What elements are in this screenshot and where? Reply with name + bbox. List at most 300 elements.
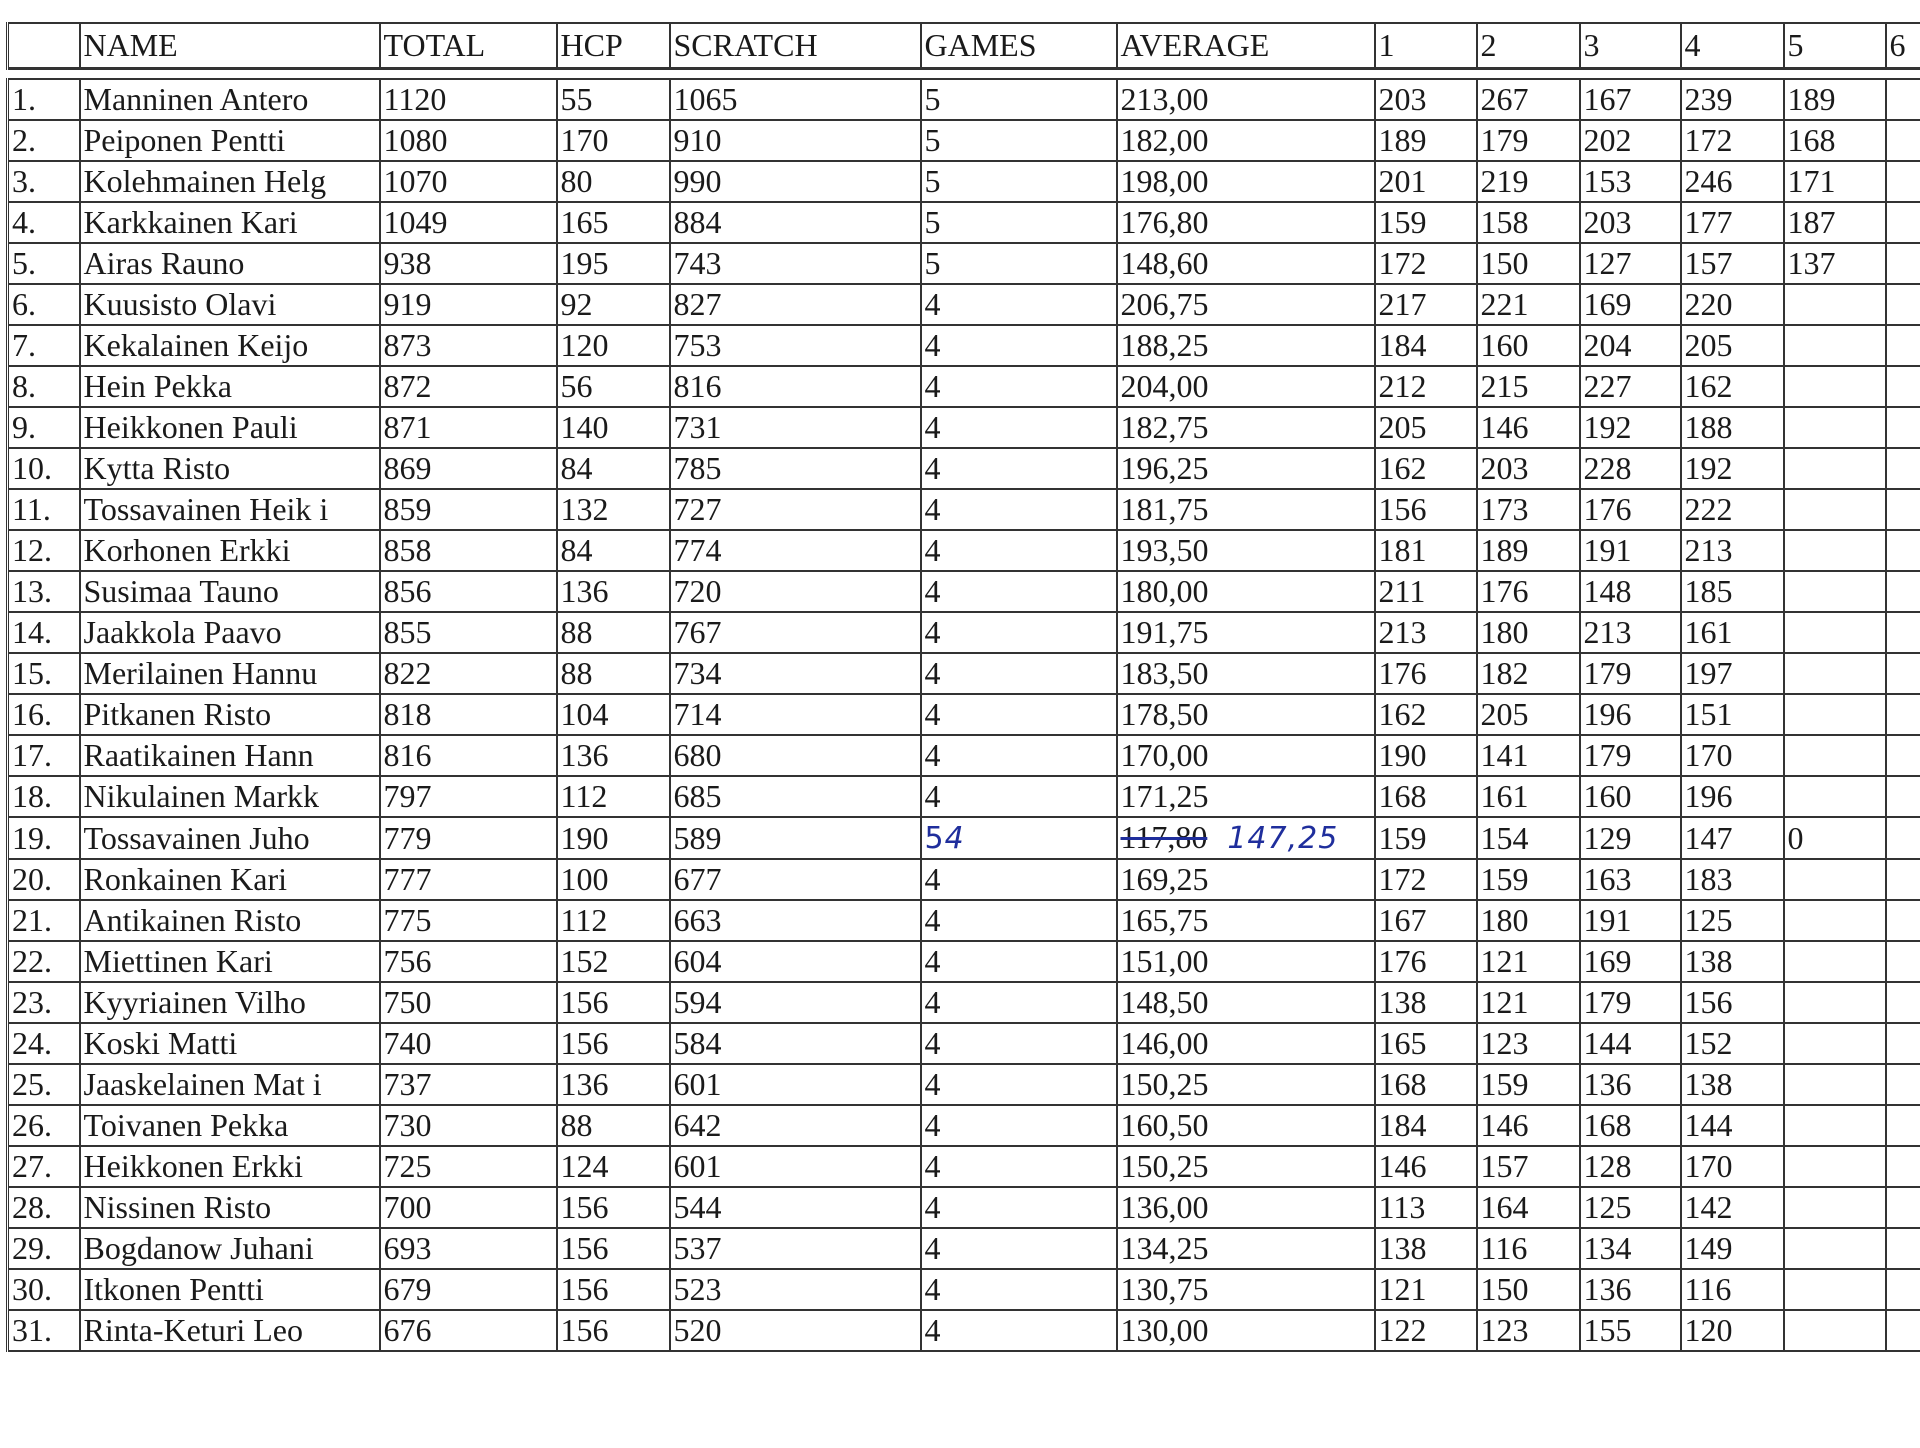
game-4-cell: 220: [1681, 284, 1784, 325]
table-row: [8, 1228, 1920, 1269]
total-cell: 1080: [380, 120, 557, 161]
hcp-cell: 112: [557, 776, 670, 817]
average-cell: 183,50: [1117, 653, 1375, 694]
game-5-cell: [1784, 489, 1886, 530]
name-cell: Susimaa Tauno: [80, 571, 380, 612]
scratch-cell: 685: [670, 776, 921, 817]
header-separator: [8, 69, 1920, 80]
average-cell: 182,75: [1117, 407, 1375, 448]
games-cell: 4: [921, 366, 1117, 407]
table-row: [8, 900, 1920, 941]
game-4-cell: 142: [1681, 1187, 1784, 1228]
total-cell: 856: [380, 571, 557, 612]
hcp-cell: 140: [557, 407, 670, 448]
table-row: [8, 202, 1920, 243]
average-cell: 180,00: [1117, 571, 1375, 612]
games-cell: 5: [921, 243, 1117, 284]
total-cell: 822: [380, 653, 557, 694]
total-cell: 938: [380, 243, 557, 284]
scratch-cell: 594: [670, 982, 921, 1023]
table-row: [8, 776, 1920, 817]
game-2-cell: 173: [1477, 489, 1580, 530]
results-table: [6, 22, 1920, 1352]
games-cell: 4: [921, 1310, 1117, 1351]
table-row: [8, 530, 1920, 571]
game-6-cell: [1886, 653, 1920, 694]
table-row: [8, 120, 1920, 161]
average-struck-value: 117,80: [1120, 819, 1208, 855]
average-cell: 213,00: [1117, 79, 1375, 120]
table-row: [8, 284, 1920, 325]
average-cell: [1117, 817, 1375, 859]
average-cell: 176,80: [1117, 202, 1375, 243]
rank-cell: 22.: [8, 941, 80, 982]
hcp-cell: 152: [557, 941, 670, 982]
total-cell: 858: [380, 530, 557, 571]
game-3-cell: 179: [1580, 982, 1681, 1023]
hcp-cell: 156: [557, 1228, 670, 1269]
header-rank: [8, 23, 80, 69]
table-row: [8, 612, 1920, 653]
table-row: [8, 817, 1920, 859]
game-6-cell: [1886, 366, 1920, 407]
game-3-cell: 163: [1580, 859, 1681, 900]
name-cell: Hein Pekka: [80, 366, 380, 407]
scratch-cell: 827: [670, 284, 921, 325]
game-5-cell: [1784, 1310, 1886, 1351]
rank-cell: 16.: [8, 694, 80, 735]
game-2-cell: 123: [1477, 1023, 1580, 1064]
scratch-cell: 734: [670, 653, 921, 694]
scratch-cell: 720: [670, 571, 921, 612]
game-1-cell: 159: [1375, 817, 1477, 859]
game-4-cell: 147: [1681, 817, 1784, 859]
game-1-cell: 138: [1375, 1228, 1477, 1269]
game-1-cell: 190: [1375, 735, 1477, 776]
game-2-cell: 215: [1477, 366, 1580, 407]
game-1-cell: 159: [1375, 202, 1477, 243]
rank-cell: 14.: [8, 612, 80, 653]
game-3-cell: 191: [1580, 900, 1681, 941]
game-2-cell: 182: [1477, 653, 1580, 694]
game-1-cell: 213: [1375, 612, 1477, 653]
game-4-cell: 157: [1681, 243, 1784, 284]
game-3-cell: 213: [1580, 612, 1681, 653]
game-1-cell: 168: [1375, 1064, 1477, 1105]
average-cell: 196,25: [1117, 448, 1375, 489]
games-cell: 4: [921, 1228, 1117, 1269]
total-cell: 730: [380, 1105, 557, 1146]
average-cell: 191,75: [1117, 612, 1375, 653]
game-3-cell: 134: [1580, 1228, 1681, 1269]
game-1-cell: 181: [1375, 530, 1477, 571]
table-row: [8, 859, 1920, 900]
scratch-cell: 604: [670, 941, 921, 982]
game-3-cell: 148: [1580, 571, 1681, 612]
games-cell: 4: [921, 1187, 1117, 1228]
table-row: [8, 325, 1920, 366]
game-5-cell: 0: [1784, 817, 1886, 859]
name-cell: Antikainen Risto: [80, 900, 380, 941]
game-4-cell: 185: [1681, 571, 1784, 612]
average-cell: 150,25: [1117, 1064, 1375, 1105]
game-4-cell: 138: [1681, 1064, 1784, 1105]
total-cell: 693: [380, 1228, 557, 1269]
game-5-cell: [1784, 366, 1886, 407]
game-5-cell: [1784, 571, 1886, 612]
games-cell: 5: [921, 161, 1117, 202]
rank-cell: 18.: [8, 776, 80, 817]
game-5-cell: [1784, 1023, 1886, 1064]
game-4-cell: 162: [1681, 366, 1784, 407]
table-row: [8, 366, 1920, 407]
scratch-cell: 642: [670, 1105, 921, 1146]
rank-cell: 24.: [8, 1023, 80, 1064]
game-5-cell: 171: [1784, 161, 1886, 202]
game-3-cell: 196: [1580, 694, 1681, 735]
average-correction: [1121, 818, 1374, 858]
game-2-cell: 189: [1477, 530, 1580, 571]
game-4-cell: 172: [1681, 120, 1784, 161]
game-6-cell: [1886, 694, 1920, 735]
game-6-cell: [1886, 120, 1920, 161]
total-cell: 676: [380, 1310, 557, 1351]
game-6-cell: [1886, 859, 1920, 900]
rank-cell: 5.: [8, 243, 80, 284]
game-5-cell: [1784, 612, 1886, 653]
games-cell: 4: [921, 407, 1117, 448]
game-1-cell: 172: [1375, 859, 1477, 900]
table-row: [8, 735, 1920, 776]
rank-cell: 9.: [8, 407, 80, 448]
table-row: [8, 407, 1920, 448]
scratch-cell: 785: [670, 448, 921, 489]
game-3-cell: 179: [1580, 735, 1681, 776]
game-5-cell: [1784, 1187, 1886, 1228]
total-cell: 700: [380, 1187, 557, 1228]
game-3-cell: 169: [1580, 284, 1681, 325]
game-1-cell: 176: [1375, 941, 1477, 982]
game-2-cell: 176: [1477, 571, 1580, 612]
game-1-cell: 211: [1375, 571, 1477, 612]
game-6-cell: [1886, 776, 1920, 817]
game-1-cell: 217: [1375, 284, 1477, 325]
hcp-cell: 120: [557, 325, 670, 366]
scratch-cell: 884: [670, 202, 921, 243]
rank-cell: 7.: [8, 325, 80, 366]
game-2-cell: 121: [1477, 941, 1580, 982]
name-cell: Nissinen Risto: [80, 1187, 380, 1228]
header-game-4: 4: [1681, 23, 1784, 69]
game-4-cell: 161: [1681, 612, 1784, 653]
games-cell: 4: [921, 612, 1117, 653]
games-cell: 4: [921, 1146, 1117, 1187]
game-4-cell: 120: [1681, 1310, 1784, 1351]
game-6-cell: [1886, 448, 1920, 489]
game-6-cell: [1886, 407, 1920, 448]
game-5-cell: 187: [1784, 202, 1886, 243]
hcp-cell: 156: [557, 1310, 670, 1351]
scratch-cell: 520: [670, 1310, 921, 1351]
games-cell: 5: [921, 120, 1117, 161]
game-5-cell: [1784, 900, 1886, 941]
games-cell: 4: [921, 735, 1117, 776]
average-cell: 182,00: [1117, 120, 1375, 161]
game-1-cell: 165: [1375, 1023, 1477, 1064]
total-cell: 777: [380, 859, 557, 900]
name-cell: Heikkonen Erkki: [80, 1146, 380, 1187]
total-cell: 818: [380, 694, 557, 735]
games-cell: 4: [921, 941, 1117, 982]
game-4-cell: 152: [1681, 1023, 1784, 1064]
average-cell: 130,00: [1117, 1310, 1375, 1351]
total-cell: 1049: [380, 202, 557, 243]
scratch-cell: 677: [670, 859, 921, 900]
table-row: [8, 982, 1920, 1023]
total-cell: 869: [380, 448, 557, 489]
name-cell: Pitkanen Risto: [80, 694, 380, 735]
scratch-cell: 910: [670, 120, 921, 161]
games-cell: 4: [921, 653, 1117, 694]
total-cell: 1120: [380, 79, 557, 120]
game-4-cell: 125: [1681, 900, 1784, 941]
average-cell: 130,75: [1117, 1269, 1375, 1310]
name-cell: Toivanen Pekka: [80, 1105, 380, 1146]
total-cell: 871: [380, 407, 557, 448]
table-row: [8, 941, 1920, 982]
game-6-cell: [1886, 571, 1920, 612]
name-cell: Tossavainen Juho: [80, 817, 380, 859]
name-cell: Rinta-Keturi Leo: [80, 1310, 380, 1351]
table-row: [8, 1064, 1920, 1105]
scratch-cell: 743: [670, 243, 921, 284]
table-row: [8, 571, 1920, 612]
table-row: [8, 653, 1920, 694]
scratch-cell: 990: [670, 161, 921, 202]
game-6-cell: [1886, 530, 1920, 571]
average-cell: 160,50: [1117, 1105, 1375, 1146]
game-6-cell: [1886, 284, 1920, 325]
game-1-cell: 212: [1375, 366, 1477, 407]
game-1-cell: 168: [1375, 776, 1477, 817]
game-4-cell: 197: [1681, 653, 1784, 694]
hcp-cell: 156: [557, 1187, 670, 1228]
rank-cell: 8.: [8, 366, 80, 407]
game-6-cell: [1886, 1146, 1920, 1187]
name-cell: Kyyriainen Vilho: [80, 982, 380, 1023]
total-cell: 750: [380, 982, 557, 1023]
game-2-cell: 179: [1477, 120, 1580, 161]
header-row: [8, 23, 1920, 69]
games-cell: 4: [921, 1064, 1117, 1105]
game-5-cell: [1784, 1105, 1886, 1146]
game-6-cell: [1886, 79, 1920, 120]
game-5-cell: [1784, 448, 1886, 489]
game-4-cell: 192: [1681, 448, 1784, 489]
game-3-cell: 179: [1580, 653, 1681, 694]
name-cell: Miettinen Kari: [80, 941, 380, 982]
name-cell: Itkonen Pentti: [80, 1269, 380, 1310]
game-3-cell: 169: [1580, 941, 1681, 982]
game-5-cell: [1784, 284, 1886, 325]
game-1-cell: 146: [1375, 1146, 1477, 1187]
game-4-cell: 246: [1681, 161, 1784, 202]
game-3-cell: 202: [1580, 120, 1681, 161]
game-2-cell: 141: [1477, 735, 1580, 776]
rank-cell: 3.: [8, 161, 80, 202]
game-4-cell: 196: [1681, 776, 1784, 817]
hcp-cell: 92: [557, 284, 670, 325]
scratch-cell: 544: [670, 1187, 921, 1228]
game-3-cell: 136: [1580, 1269, 1681, 1310]
game-3-cell: 128: [1580, 1146, 1681, 1187]
rank-cell: 19.: [8, 817, 80, 859]
game-1-cell: 156: [1375, 489, 1477, 530]
scratch-cell: 537: [670, 1228, 921, 1269]
average-cell: 178,50: [1117, 694, 1375, 735]
game-4-cell: 213: [1681, 530, 1784, 571]
game-6-cell: [1886, 1105, 1920, 1146]
games-cell: 4: [921, 325, 1117, 366]
total-cell: 872: [380, 366, 557, 407]
games-cell: 5: [921, 79, 1117, 120]
game-3-cell: 168: [1580, 1105, 1681, 1146]
game-6-cell: [1886, 325, 1920, 366]
header-game-3: 3: [1580, 23, 1681, 69]
hcp-cell: 156: [557, 1023, 670, 1064]
game-5-cell: 137: [1784, 243, 1886, 284]
game-3-cell: 227: [1580, 366, 1681, 407]
rank-cell: 15.: [8, 653, 80, 694]
rank-cell: 6.: [8, 284, 80, 325]
game-5-cell: [1784, 776, 1886, 817]
handwritten-games-correction: 4: [944, 821, 965, 856]
game-5-cell: [1784, 1064, 1886, 1105]
game-2-cell: 161: [1477, 776, 1580, 817]
name-cell: Kolehmainen Helg: [80, 161, 380, 202]
game-6-cell: [1886, 900, 1920, 941]
game-2-cell: 221: [1477, 284, 1580, 325]
name-cell: Tossavainen Heik i: [80, 489, 380, 530]
game-2-cell: 267: [1477, 79, 1580, 120]
average-cell: 136,00: [1117, 1187, 1375, 1228]
game-3-cell: 129: [1580, 817, 1681, 859]
hcp-cell: 190: [557, 817, 670, 859]
game-2-cell: 219: [1477, 161, 1580, 202]
rank-cell: 21.: [8, 900, 80, 941]
game-4-cell: 138: [1681, 941, 1784, 982]
table-row: [8, 694, 1920, 735]
rank-cell: 29.: [8, 1228, 80, 1269]
game-5-cell: [1784, 407, 1886, 448]
game-6-cell: [1886, 1187, 1920, 1228]
table-row: [8, 1146, 1920, 1187]
name-cell: Karkkainen Kari: [80, 202, 380, 243]
game-1-cell: 205: [1375, 407, 1477, 448]
game-4-cell: 170: [1681, 735, 1784, 776]
game-1-cell: 121: [1375, 1269, 1477, 1310]
average-cell: 150,25: [1117, 1146, 1375, 1187]
header-hcp: HCP: [557, 23, 670, 69]
rank-cell: 12.: [8, 530, 80, 571]
game-6-cell: [1886, 1023, 1920, 1064]
average-cell: 198,00: [1117, 161, 1375, 202]
table-row: [8, 448, 1920, 489]
hcp-cell: 132: [557, 489, 670, 530]
game-6-cell: [1886, 1228, 1920, 1269]
game-6-cell: [1886, 982, 1920, 1023]
games-cell: 5: [921, 202, 1117, 243]
game-2-cell: 159: [1477, 859, 1580, 900]
game-5-cell: [1784, 530, 1886, 571]
header-games: GAMES: [921, 23, 1117, 69]
scratch-cell: 1065: [670, 79, 921, 120]
name-cell: Merilainen Hannu: [80, 653, 380, 694]
game-4-cell: 144: [1681, 1105, 1784, 1146]
rank-cell: 17.: [8, 735, 80, 776]
rank-cell: 30.: [8, 1269, 80, 1310]
table-row: [8, 1187, 1920, 1228]
average-cell: 171,25: [1117, 776, 1375, 817]
game-1-cell: 122: [1375, 1310, 1477, 1351]
total-cell: 1070: [380, 161, 557, 202]
table-row: [8, 79, 1920, 120]
games-cell: 4: [921, 489, 1117, 530]
game-6-cell: [1886, 817, 1920, 859]
game-4-cell: 151: [1681, 694, 1784, 735]
rank-cell: 13.: [8, 571, 80, 612]
scratch-cell: 731: [670, 407, 921, 448]
total-cell: 797: [380, 776, 557, 817]
scratch-cell: 601: [670, 1064, 921, 1105]
game-1-cell: 203: [1375, 79, 1477, 120]
game-2-cell: 146: [1477, 1105, 1580, 1146]
game-3-cell: 204: [1580, 325, 1681, 366]
name-cell: Nikulainen Markk: [80, 776, 380, 817]
game-3-cell: 155: [1580, 1310, 1681, 1351]
games-original-overwritten: 5: [924, 821, 945, 856]
hcp-cell: 112: [557, 900, 670, 941]
scratch-cell: 680: [670, 735, 921, 776]
hcp-cell: 136: [557, 735, 670, 776]
games-cell: 4: [921, 571, 1117, 612]
game-6-cell: [1886, 1269, 1920, 1310]
separator-cell: [8, 69, 1920, 80]
game-3-cell: 160: [1580, 776, 1681, 817]
name-cell: Manninen Antero: [80, 79, 380, 120]
games-cell: [921, 817, 1117, 859]
game-5-cell: 168: [1784, 120, 1886, 161]
game-1-cell: 167: [1375, 900, 1477, 941]
average-cell: 193,50: [1117, 530, 1375, 571]
game-1-cell: 162: [1375, 448, 1477, 489]
header-game-6: 6: [1886, 23, 1920, 69]
scratch-cell: 589: [670, 817, 921, 859]
game-2-cell: 157: [1477, 1146, 1580, 1187]
scratch-cell: 753: [670, 325, 921, 366]
scratch-cell: 523: [670, 1269, 921, 1310]
rank-cell: 4.: [8, 202, 80, 243]
table-row: [8, 1105, 1920, 1146]
total-cell: 737: [380, 1064, 557, 1105]
hcp-cell: 195: [557, 243, 670, 284]
hcp-cell: 124: [557, 1146, 670, 1187]
rank-cell: 26.: [8, 1105, 80, 1146]
rank-cell: 27.: [8, 1146, 80, 1187]
game-3-cell: 153: [1580, 161, 1681, 202]
hcp-cell: 136: [557, 571, 670, 612]
hcp-cell: 88: [557, 1105, 670, 1146]
